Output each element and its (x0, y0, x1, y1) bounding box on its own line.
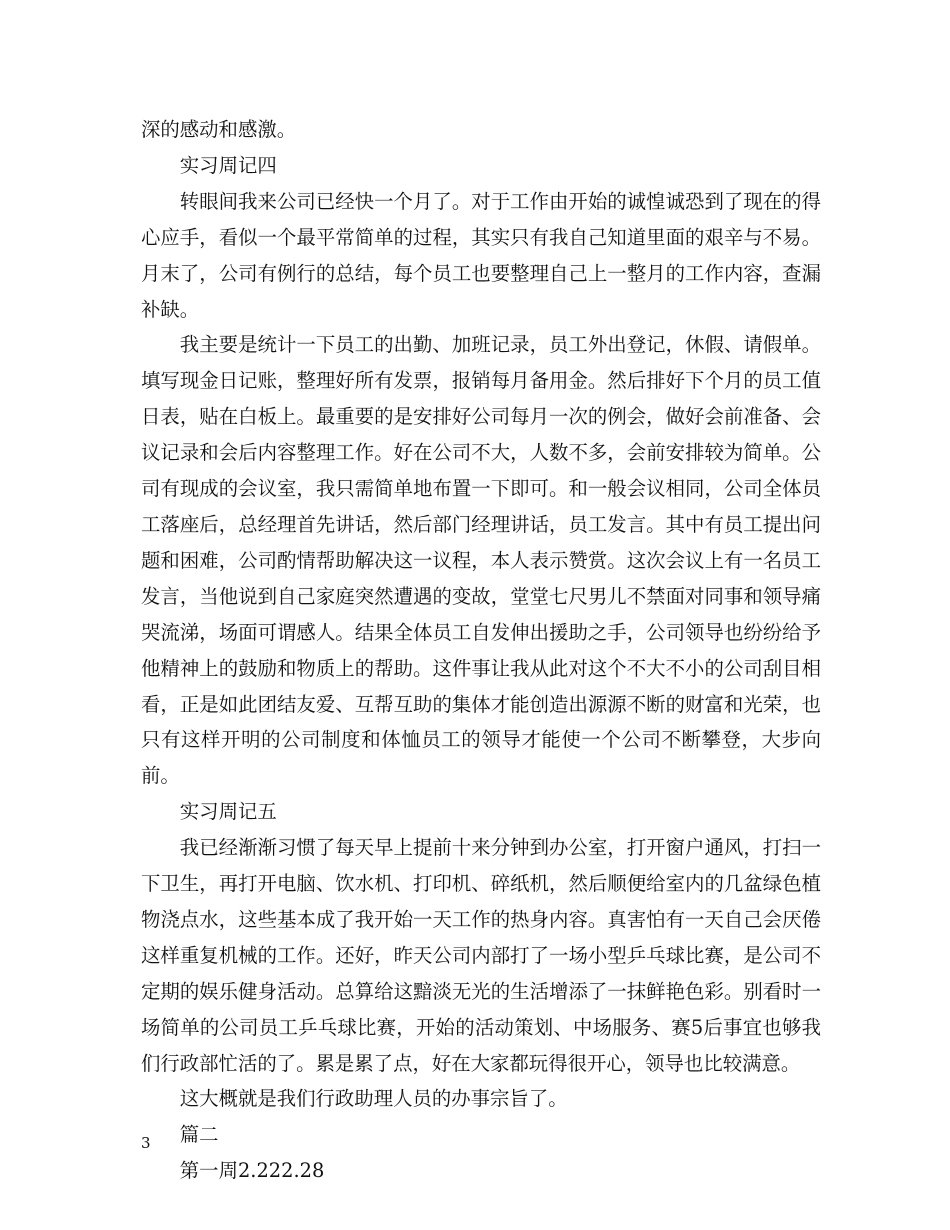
page-number: 3 (141, 1134, 151, 1152)
section-heading-week-4: 实习周记四 (179, 153, 277, 177)
week-1-date-line: 第一周2.222.28 (179, 1159, 325, 1183)
paragraph-week-5-routine: 我已经渐渐习惯了每天早上提前十来分钟到办公室，打开窗户通风，打扫一下卫生，再打开电脑、饮水机、打印机、碎纸机，然后顺便给室内的几盆绿色植物浇点水，这些基本成了我开始一天工作的热身内容。真害怕有一天自己会厌倦这样重复机械的工作。还好，昨天公司内部打了一场小型乒乓球比赛，是公司不定期的娱乐健身活动。总算给这黯淡无光的生活增添了一抹鲜艳色彩。别看时一场简单的公司员工乒乓球比赛，开始的活动策划、中场服务、赛5后事宜也够我们行政部忙活的了。累是累了点，好在大家都玩得很开心，领导也比较满意。 (141, 836, 821, 1075)
paragraph-week-4-duties: 我主要是统计一下员工的出勤、加班记录，员工外出登记，休假、请假单。填写现金日记账，整理好所有发票，报销每月备用金。然后排好下个月的员工值日表，贴在白板上。最重要的是安排好公司每月一次的例会，做好会前准备、会议记录和会后内容整理工作。好在公司不大，人数不多，会前安排较为简单。公司有现成的会议室，我只需简单地布置一下即可。和一般会议相同，公司全体员工落座后，总经理首先讲话，然后部门经理讲话，员工发言。其中有员工提出问题和困难，公司酌情帮助解决这一议程，本人表示赞赏。这次会议上有一名员工发言，当他说到自己家庭突然遭遇的变故，堂堂七尺男儿不禁面对同事和领导痛哭流涕，场面可谓感人。结果全体员工自发伸出援助之手，公司领导也纷纷给予他精神上的鼓励和物质上的帮助。这件事让我从此对这个不大不小的公司刮目相看，正是如此团结友爱、互帮互助的集体才能创造出源源不断的财富和光荣，也只有这样开明的公司制度和体恤员工的领导才能使一个公司不断攀登，大步向前。 (141, 333, 821, 788)
paragraph-continuation: 深的感动和感激。 (141, 118, 297, 141)
paragraph-week-4-intro: 转眼间我来公司已经快一个月了。对于工作由开始的诚惶诚恐到了现在的得心应手，看似一个最平常简单的过程，其实只有我自己知道里面的艰辛与不易。月末了，公司有例行的总结，每个员工也要整理自己上一整月的工作内容，查漏补缺。 (141, 189, 821, 321)
section-heading-part-2: 篇二 (179, 1123, 219, 1147)
document-body (141, 112, 821, 1189)
paragraph-summary: 这大概就是我们行政助理人员的办事宗旨了。 (179, 1087, 568, 1111)
section-heading-week-5: 实习周记五 (179, 800, 277, 824)
